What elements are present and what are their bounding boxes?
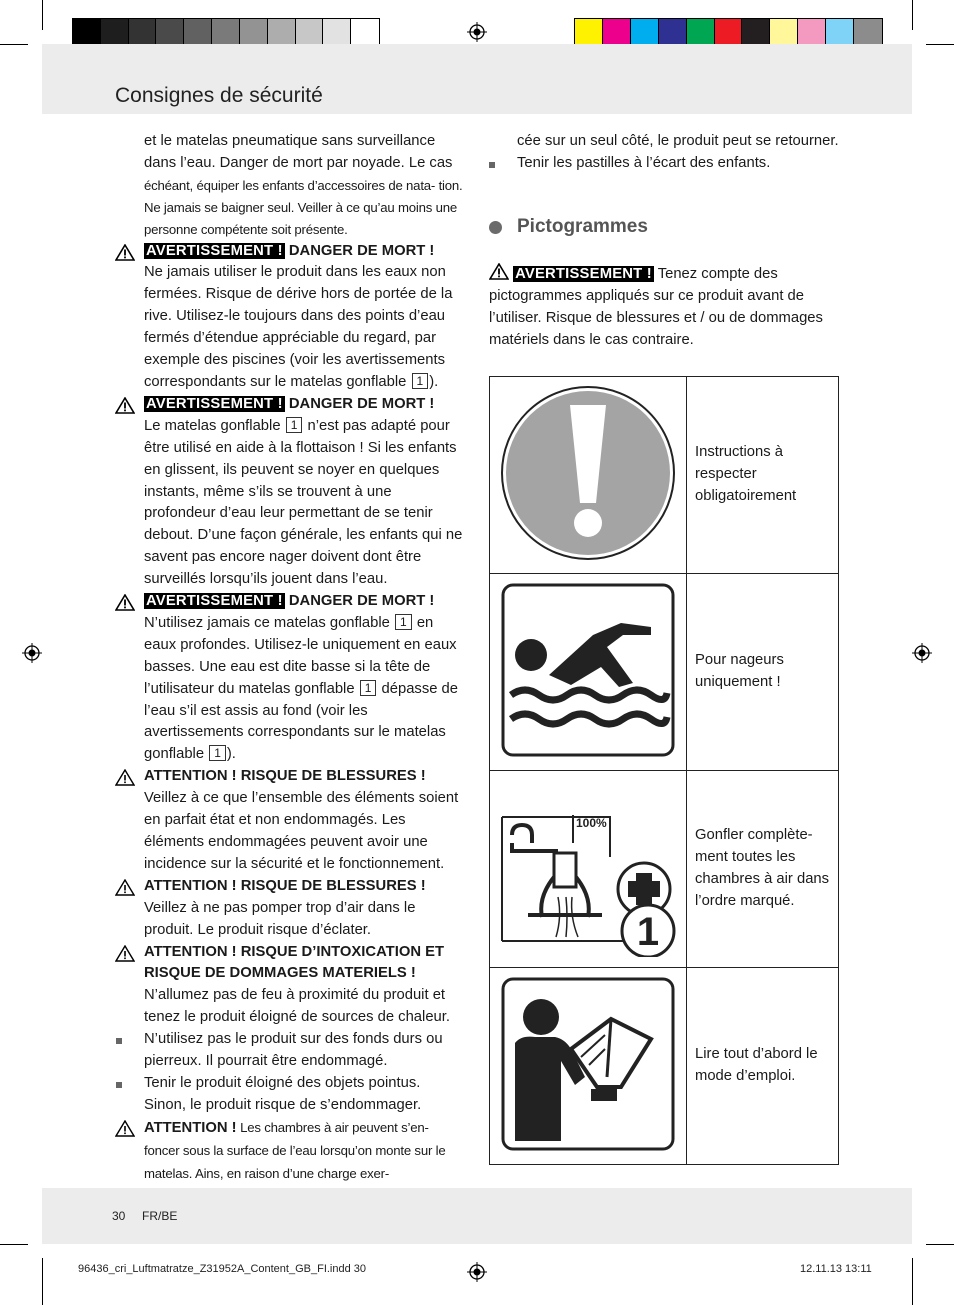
pictogram-text: Lire tout d’abord le mode d’emploi. [687, 968, 839, 1165]
page-number: 30 [112, 1209, 126, 1223]
percent-label: 100% [576, 815, 607, 830]
crop-mark [926, 44, 954, 45]
warning-title: DANGER DE MORT ! [284, 242, 435, 259]
color-swatch [631, 19, 659, 45]
bullet-square-icon [116, 1082, 122, 1088]
color-swatch [659, 19, 687, 45]
color-swatch [770, 19, 798, 45]
attention-text: Veillez à ne pas pomper trop d’air dans le produit. Le produit risque d’éclater. [144, 899, 416, 938]
attention-text: N’allumez pas de feu à proximité du produit et tenez le produit éloigné de sources de chaleur. [144, 987, 451, 1026]
avertissement-label: AVERTISSEMENT ! [515, 266, 652, 282]
color-swatch [156, 19, 184, 45]
warning-2 [144, 394, 466, 591]
table-row [490, 377, 839, 574]
slug-date: 12.11.13 13:11 [800, 1263, 872, 1275]
crop-mark [42, 0, 43, 30]
attention-2 [144, 876, 466, 942]
intro-text: et le matelas pneumatique sans surveillance dans l’eau. Danger de mort par noyade. Le cas [144, 133, 453, 171]
table-row [490, 968, 839, 1165]
warning-text: n’est pas adapté pour être utilisé en aide à la flottaison ! Si les enfants en glissent, ils peuvent se noyer en quelques instants, même s’ils se trouvent à une profondeur d’eau leur permettant de se tenir debout. D’une façon générale, les enfants qui ne savent pas encore nager doivent dont être surveillés lorsqu’ils jouent dans l’eau. [144, 417, 463, 588]
chamber-number: 1 [636, 909, 660, 954]
paren: ). [226, 746, 236, 763]
color-swatch [212, 19, 240, 45]
warning-text: Tenez compte des pictogrammes appliqués sur ce produit avant de l’utiliser. Risque de blessures et / ou de dommages matériels dans le cas contraire. [489, 266, 823, 348]
color-swatch [73, 19, 101, 45]
caution-triangle-icon [115, 945, 135, 962]
warning-3 [144, 591, 466, 766]
color-swatch [351, 19, 379, 45]
attention-4 [144, 1117, 466, 1186]
color-swatch [715, 19, 743, 45]
pictogram-text: Pour nageurs uniquement ! [687, 574, 839, 771]
gray-color-bar [72, 18, 380, 46]
section-heading [489, 216, 648, 238]
color-swatch [798, 19, 826, 45]
crop-mark [42, 1258, 43, 1305]
bullet-item [144, 1073, 466, 1117]
bullet-text: Tenir le produit éloigné des objets pointus. Sinon, le produit risque de s’endommager. [144, 1074, 422, 1113]
registration-mark-icon [467, 22, 487, 42]
attention-title: ATTENTION ! RISQUE D’INTOXICATION ET RISQUE DE DOMMAGES MATERIELS ! [144, 943, 445, 982]
warning-title: DANGER DE MORT ! [284, 593, 435, 610]
bullet-item [517, 153, 847, 175]
warning-text: dépasse de l’eau s’il est assis au fond (voir les avertissements correspondants sur le matelas gonflable [144, 680, 459, 763]
section-dot-icon [489, 221, 502, 234]
slug-file: 96436_cri_Luftmatratze_Z31952A_Content_GB_FI.indd 30 [78, 1263, 367, 1275]
attention-text: Les chambres à air peuvent s’en- foncer sous la surface de l’eau lorsqu’on monte sur le matelas. Ains, en raison d’une charge exer- [144, 1119, 446, 1181]
crop-mark [912, 1258, 913, 1305]
caution-triangle-icon [115, 1120, 135, 1137]
color-swatch [742, 19, 770, 45]
caution-triangle-icon [115, 769, 135, 786]
crop-mark [0, 44, 28, 45]
paren: ). [429, 373, 439, 390]
exclamation-icon [498, 383, 678, 563]
page-title: Consignes de sécurité [115, 84, 323, 107]
registration-mark-icon [22, 643, 42, 663]
bullet-square-icon [489, 162, 495, 168]
warning-text: N’utilisez jamais ce matelas gonflable [144, 614, 390, 631]
attention-3 [144, 942, 466, 1030]
attention-title: ATTENTION ! RISQUE DE BLESSURES ! [144, 877, 426, 894]
avertissement-label: AVERTISSEMENT ! [146, 395, 283, 412]
color-swatch [129, 19, 157, 45]
color-swatch [101, 19, 129, 45]
registration-mark-icon [467, 1262, 487, 1282]
avertissement-label: AVERTISSEMENT ! [146, 593, 283, 610]
color-swatch [296, 19, 324, 45]
pictogram-warning [489, 263, 839, 352]
pictogram-text: Gonfler complète- ment toutes les chambres à air dans l’ordre marqué. [687, 771, 839, 968]
color-swatch [268, 19, 296, 45]
warning-triangle-icon [115, 397, 135, 414]
locale-code: FR/BE [142, 1209, 178, 1223]
warning-triangle-icon [489, 263, 509, 280]
bullet-text: N’utilisez pas le produit sur des fonds durs ou pierreux. Il pourrait être endommagé. [144, 1031, 443, 1070]
right-column-top [517, 131, 847, 175]
warning-triangle-icon [115, 244, 135, 261]
swimmer-icon [501, 583, 675, 757]
color-swatch [854, 19, 882, 45]
ref-box: 1 [360, 680, 377, 696]
warning-text: Ne jamais utiliser le produit dans les eaux non fermées. Risque de dérive hors de portée de la rive. Utilisez-le toujours dans des points d’eau fermés d’étendue appréciable du regard, par exemple des piscines (voir les avertissements correspondants sur le matelas gonflable [144, 264, 453, 390]
color-swatch [575, 19, 603, 45]
continued-text: cée sur un seul côté, le produit peut se retourner. [517, 133, 839, 149]
attention-1 [144, 766, 466, 876]
pictogram-text: Instructions à respecter obligatoirement [687, 377, 839, 574]
read-manual-icon [501, 977, 675, 1151]
ref-box: 1 [395, 614, 412, 630]
warning-text: en eaux profondes. Utilisez-le uniquement en eaux basses. Une eau est dite basse si la tête de l’utilisateur du matelas gonflable [144, 614, 457, 697]
crop-mark [912, 0, 913, 30]
ref-box: 1 [209, 745, 226, 761]
pictogram-cell [490, 968, 687, 1165]
crop-mark [0, 1244, 28, 1245]
header-band [42, 44, 912, 114]
registration-mark-icon [912, 643, 932, 663]
bullet-item [144, 1029, 466, 1073]
table-row [490, 771, 839, 968]
intro-text-2: échéant, équiper les enfants d’accessoires de nata- tion. Ne jamais se baigner seul. Veiller à ce qu’au moins une personne compétente soit présente. [144, 177, 463, 237]
ref-box: 1 [286, 417, 303, 433]
attention-text: Veillez à ce que l’ensemble des éléments soient en parfait état et non endommagés. Les éléments endommagées peuvent avoir une incidence sur la sécurité et le fonctionnement. [144, 790, 459, 872]
pictogram-table [489, 376, 839, 1165]
color-swatch [826, 19, 854, 45]
left-column [144, 131, 466, 1186]
caution-triangle-icon [115, 879, 135, 896]
color-swatch [323, 19, 351, 45]
attention-title: ATTENTION ! [144, 1119, 237, 1136]
process-color-bar [574, 18, 883, 46]
pictogram-cell [490, 574, 687, 771]
avertissement-label: AVERTISSEMENT ! [146, 242, 283, 259]
pictogram-cell [490, 377, 687, 574]
attention-title: ATTENTION ! RISQUE DE BLESSURES ! [144, 768, 426, 785]
footer-band [42, 1188, 912, 1244]
warning-1 [144, 241, 466, 394]
bullet-square-icon [116, 1038, 122, 1044]
bullet-text: Tenir les pastilles à l’écart des enfants. [517, 154, 771, 171]
pictogram-cell [490, 771, 687, 968]
warning-text: Le matelas gonflable [144, 417, 281, 434]
warning-triangle-icon [115, 594, 135, 611]
color-swatch [240, 19, 268, 45]
warning-title: DANGER DE MORT ! [284, 395, 435, 412]
inflate-chambers-icon [498, 777, 678, 957]
color-swatch [184, 19, 212, 45]
crop-mark [926, 1244, 954, 1245]
ref-box: 1 [412, 373, 429, 389]
color-swatch [603, 19, 631, 45]
table-row [490, 574, 839, 771]
section-title-text: Pictogrammes [517, 216, 648, 237]
color-swatch [687, 19, 715, 45]
